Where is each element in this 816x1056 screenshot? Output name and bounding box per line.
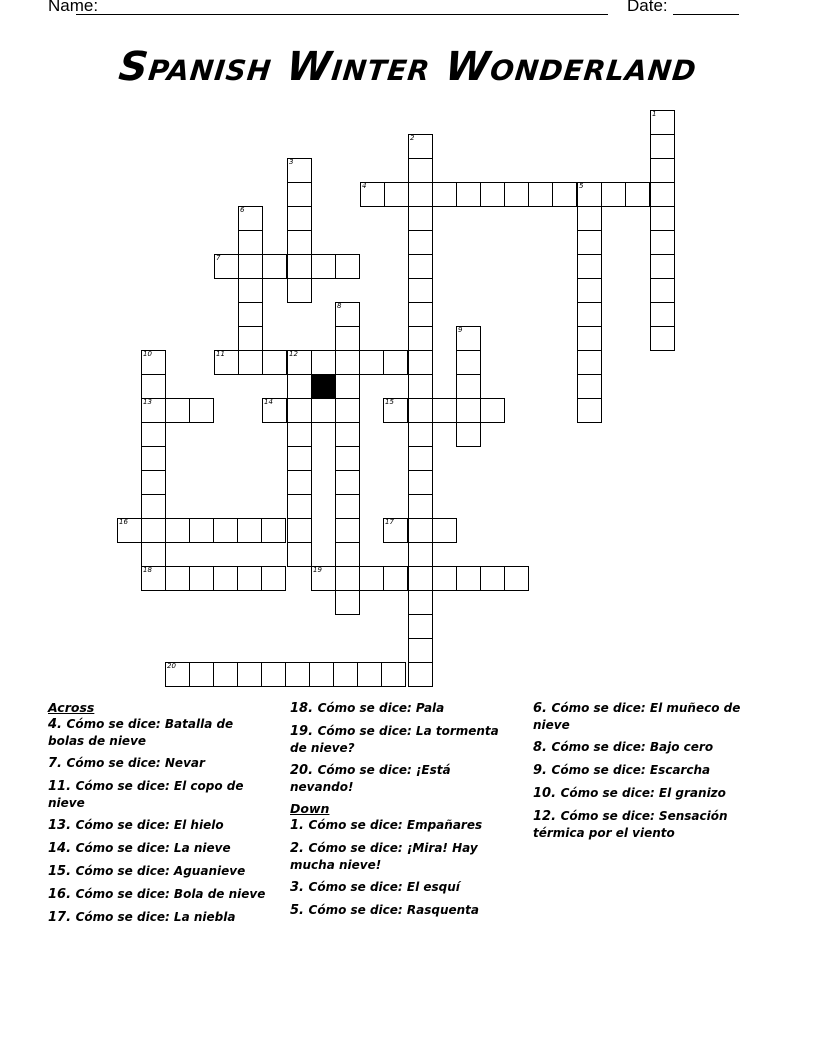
grid-cell[interactable] bbox=[381, 662, 406, 687]
grid-cell[interactable] bbox=[189, 398, 214, 423]
grid-cell[interactable] bbox=[577, 230, 602, 255]
across-clue-list bbox=[48, 716, 268, 926]
clue-text: Cómo se dice: Escarcha bbox=[551, 763, 711, 777]
grid-cell[interactable] bbox=[189, 518, 214, 543]
clue-number-label: 12. bbox=[533, 809, 561, 824]
down-clue bbox=[533, 762, 763, 779]
clue-number: 12 bbox=[289, 350, 298, 358]
clue-text: Cómo se dice: El granizo bbox=[560, 786, 726, 800]
clue-number: 19 bbox=[313, 566, 322, 574]
grid-cell[interactable] bbox=[287, 542, 312, 567]
grid-cell[interactable] bbox=[360, 182, 385, 207]
clue-number: 4 bbox=[362, 182, 367, 190]
grid-cell[interactable] bbox=[357, 662, 382, 687]
grid-cell[interactable] bbox=[237, 662, 262, 687]
grid-cell[interactable] bbox=[456, 326, 481, 351]
grid-cell[interactable] bbox=[165, 662, 190, 687]
grid-cell[interactable] bbox=[287, 446, 312, 471]
grid-cell[interactable] bbox=[287, 158, 312, 183]
grid-cell[interactable] bbox=[650, 326, 675, 351]
grid-cell[interactable] bbox=[650, 206, 675, 231]
across-clue bbox=[48, 909, 268, 926]
clue-number-label: 7. bbox=[48, 756, 67, 771]
grid-cell[interactable] bbox=[408, 374, 433, 399]
down-clue bbox=[533, 700, 763, 733]
grid-cell[interactable] bbox=[408, 158, 433, 183]
clue-number: 16 bbox=[119, 518, 128, 526]
grid-cell[interactable] bbox=[456, 182, 481, 207]
grid-cell[interactable] bbox=[238, 278, 263, 303]
across-clue bbox=[290, 762, 510, 795]
grid-cell[interactable] bbox=[432, 182, 457, 207]
across-clue bbox=[48, 778, 268, 811]
grid-cell[interactable] bbox=[408, 254, 433, 279]
grid-cell[interactable] bbox=[335, 518, 360, 543]
clue-text: Cómo se dice: Nevar bbox=[66, 756, 205, 770]
across-clue-list-continued bbox=[290, 700, 510, 795]
grid-cell[interactable] bbox=[456, 566, 481, 591]
grid-cell[interactable] bbox=[577, 398, 602, 423]
grid-cell[interactable] bbox=[141, 374, 166, 399]
grid-cell[interactable] bbox=[335, 350, 360, 375]
grid-cell[interactable] bbox=[214, 254, 239, 279]
grid-cell[interactable] bbox=[189, 662, 214, 687]
grid-cell[interactable] bbox=[261, 566, 286, 591]
grid-cell[interactable] bbox=[650, 134, 675, 159]
grid-cell[interactable] bbox=[408, 470, 433, 495]
grid-cell[interactable] bbox=[333, 662, 358, 687]
grid-cell[interactable] bbox=[408, 422, 433, 447]
name-label: Name: bbox=[48, 0, 99, 15]
down-clue-list bbox=[290, 817, 510, 919]
clue-column-2 bbox=[290, 700, 510, 925]
grid-cell[interactable] bbox=[577, 326, 602, 351]
grid-cell[interactable] bbox=[504, 182, 529, 207]
grid-cell[interactable] bbox=[262, 398, 287, 423]
grid-cell[interactable] bbox=[625, 182, 650, 207]
clue-number-label: 17. bbox=[48, 910, 76, 925]
clue-number: 14 bbox=[264, 398, 273, 406]
grid-cell[interactable] bbox=[238, 230, 263, 255]
grid-cell[interactable] bbox=[262, 254, 287, 279]
across-clue bbox=[290, 723, 510, 756]
grid-cell[interactable] bbox=[383, 350, 408, 375]
across-clue bbox=[48, 716, 268, 749]
grid-cell[interactable] bbox=[408, 662, 433, 687]
grid-cell[interactable] bbox=[141, 470, 166, 495]
grid-cell[interactable] bbox=[287, 470, 312, 495]
grid-cell[interactable] bbox=[408, 278, 433, 303]
grid-cell[interactable] bbox=[141, 446, 166, 471]
clue-column-3 bbox=[533, 700, 763, 847]
grid-cell[interactable] bbox=[577, 374, 602, 399]
grid-cell[interactable] bbox=[408, 566, 433, 591]
grid-cell[interactable] bbox=[408, 494, 433, 519]
across-clue bbox=[48, 863, 268, 880]
grid-cell[interactable] bbox=[311, 350, 336, 375]
grid-cell[interactable] bbox=[238, 350, 263, 375]
grid-cell[interactable] bbox=[238, 302, 263, 327]
grid-cell[interactable] bbox=[238, 326, 263, 351]
clue-number-label: 10. bbox=[533, 786, 561, 801]
grid-cell[interactable] bbox=[408, 614, 433, 639]
grid-cell[interactable] bbox=[432, 518, 457, 543]
grid-cell[interactable] bbox=[287, 374, 312, 399]
grid-cell[interactable] bbox=[335, 302, 360, 327]
clue-number: 17 bbox=[385, 518, 394, 526]
grid-cell[interactable] bbox=[287, 278, 312, 303]
grid-cell[interactable] bbox=[262, 350, 287, 375]
grid-cell[interactable] bbox=[601, 182, 626, 207]
grid-cell[interactable] bbox=[189, 566, 214, 591]
grid-cell[interactable] bbox=[165, 566, 190, 591]
grid-cell[interactable] bbox=[335, 566, 360, 591]
down-clue bbox=[290, 902, 510, 919]
clue-number: 6 bbox=[240, 206, 245, 214]
clue-number-label: 14. bbox=[48, 841, 76, 856]
clue-number-label: 20. bbox=[290, 763, 318, 778]
grid-cell[interactable] bbox=[650, 230, 675, 255]
clue-number-label: 3. bbox=[290, 880, 309, 895]
clue-number-label: 5. bbox=[290, 903, 309, 918]
clue-text: Cómo se dice: El muñeco de nieve bbox=[533, 701, 741, 732]
clue-text: Cómo se dice: ¡Está nevando! bbox=[290, 763, 451, 794]
down-clue bbox=[290, 879, 510, 896]
down-clue bbox=[533, 785, 763, 802]
clue-number: 3 bbox=[289, 158, 294, 166]
grid-cell[interactable] bbox=[335, 254, 360, 279]
grid-cell[interactable] bbox=[238, 206, 263, 231]
clue-number: 11 bbox=[216, 350, 225, 358]
clue-text: Cómo se dice: Rasquenta bbox=[308, 903, 480, 917]
grid-cell[interactable] bbox=[432, 398, 457, 423]
grid-cell[interactable] bbox=[650, 110, 675, 135]
clue-number-label: 6. bbox=[533, 701, 552, 716]
grid-cell[interactable] bbox=[384, 182, 409, 207]
clue-text: Cómo se dice: La nieve bbox=[75, 841, 231, 855]
grid-cell[interactable] bbox=[287, 518, 312, 543]
grid-cell[interactable] bbox=[408, 638, 433, 663]
grid-cell[interactable] bbox=[335, 326, 360, 351]
grid-cell[interactable] bbox=[528, 182, 553, 207]
grid-cell[interactable] bbox=[480, 398, 505, 423]
grid-cell[interactable] bbox=[335, 542, 360, 567]
grid-cell[interactable] bbox=[117, 518, 142, 543]
grid-cell[interactable] bbox=[577, 350, 602, 375]
grid-cell[interactable] bbox=[650, 278, 675, 303]
grid-cell[interactable] bbox=[335, 494, 360, 519]
grid-cell[interactable] bbox=[141, 398, 166, 423]
down-clue bbox=[290, 840, 510, 873]
grid-cell[interactable] bbox=[456, 398, 481, 423]
clue-number: 15 bbox=[385, 398, 394, 406]
clue-number: 8 bbox=[337, 302, 342, 310]
grid-cell[interactable] bbox=[408, 398, 433, 423]
grid-cell[interactable] bbox=[261, 518, 286, 543]
grid-cell[interactable] bbox=[335, 398, 360, 423]
grid-cell[interactable] bbox=[214, 350, 239, 375]
clue-number: 5 bbox=[579, 182, 584, 190]
grid-cell[interactable] bbox=[141, 422, 166, 447]
clue-text: Cómo se dice: Sensación térmica por el viento bbox=[533, 809, 728, 840]
grid-cell[interactable] bbox=[408, 302, 433, 327]
grid-cell[interactable] bbox=[408, 182, 433, 207]
grid-cell[interactable] bbox=[408, 134, 433, 159]
grid-cell[interactable] bbox=[309, 662, 334, 687]
grid-cell[interactable] bbox=[287, 398, 312, 423]
clue-number: 9 bbox=[458, 326, 463, 334]
clue-number-label: 19. bbox=[290, 724, 318, 739]
grid-cell[interactable] bbox=[141, 494, 166, 519]
grid-cell[interactable] bbox=[383, 518, 408, 543]
grid-cell[interactable] bbox=[408, 518, 433, 543]
clue-text: Cómo se dice: La tormenta de nieve? bbox=[290, 724, 499, 755]
grid-cell[interactable] bbox=[287, 182, 312, 207]
grid-cell[interactable] bbox=[261, 662, 286, 687]
grid-black-cell bbox=[311, 374, 336, 399]
grid-cell[interactable] bbox=[650, 302, 675, 327]
grid-cell[interactable] bbox=[165, 518, 190, 543]
clue-number-label: 2. bbox=[290, 841, 309, 856]
clue-text: Cómo se dice: La niebla bbox=[75, 910, 236, 924]
grid-cell[interactable] bbox=[165, 398, 190, 423]
clue-number-label: 9. bbox=[533, 763, 552, 778]
clue-column-1 bbox=[48, 700, 268, 932]
clue-number: 13 bbox=[143, 398, 152, 406]
grid-cell[interactable] bbox=[650, 182, 675, 207]
grid-cell[interactable] bbox=[577, 302, 602, 327]
down-clue bbox=[533, 808, 763, 841]
clue-number-label: 4. bbox=[48, 717, 67, 732]
grid-cell[interactable] bbox=[456, 350, 481, 375]
clue-text: Cómo se dice: ¡Mira! Hay mucha nieve! bbox=[290, 841, 478, 872]
grid-cell[interactable] bbox=[480, 566, 505, 591]
across-clue bbox=[48, 755, 268, 772]
grid-cell[interactable] bbox=[359, 350, 384, 375]
grid-cell[interactable] bbox=[141, 518, 166, 543]
grid-cell[interactable] bbox=[408, 542, 433, 567]
grid-cell[interactable] bbox=[335, 470, 360, 495]
clue-number-label: 1. bbox=[290, 818, 309, 833]
clue-number: 18 bbox=[143, 566, 152, 574]
clue-text: Cómo se dice: Aguanieve bbox=[75, 864, 246, 878]
grid-cell[interactable] bbox=[287, 494, 312, 519]
grid-cell[interactable] bbox=[456, 374, 481, 399]
clue-text: Cómo se dice: El hielo bbox=[75, 818, 224, 832]
clue-text: Cómo se dice: El copo de nieve bbox=[48, 779, 244, 810]
across-clue bbox=[48, 817, 268, 834]
grid-cell[interactable] bbox=[383, 398, 408, 423]
grid-cell[interactable] bbox=[480, 182, 505, 207]
down-clue-list-continued bbox=[533, 700, 763, 841]
grid-cell[interactable] bbox=[432, 566, 457, 591]
grid-cell[interactable] bbox=[213, 566, 238, 591]
grid-cell[interactable] bbox=[141, 542, 166, 567]
grid-cell[interactable] bbox=[141, 566, 166, 591]
grid-cell[interactable] bbox=[650, 254, 675, 279]
grid-cell[interactable] bbox=[237, 518, 262, 543]
grid-cell[interactable] bbox=[552, 182, 577, 207]
grid-cell[interactable] bbox=[456, 422, 481, 447]
grid-cell[interactable] bbox=[335, 590, 360, 615]
grid-cell[interactable] bbox=[408, 326, 433, 351]
clue-text: Cómo se dice: Empañares bbox=[308, 818, 483, 832]
across-clue bbox=[48, 886, 268, 903]
grid-cell[interactable] bbox=[287, 422, 312, 447]
grid-cell[interactable] bbox=[408, 446, 433, 471]
across-heading: Across bbox=[48, 700, 95, 715]
grid-cell[interactable] bbox=[237, 566, 262, 591]
clue-number-label: 13. bbox=[48, 818, 76, 833]
grid-cell[interactable] bbox=[650, 158, 675, 183]
grid-cell[interactable] bbox=[577, 206, 602, 231]
grid-cell[interactable] bbox=[504, 566, 529, 591]
grid-cell[interactable] bbox=[213, 662, 238, 687]
grid-cell[interactable] bbox=[287, 206, 312, 231]
clue-number: 20 bbox=[167, 662, 176, 670]
grid-cell[interactable] bbox=[285, 662, 310, 687]
down-heading: Down bbox=[290, 801, 330, 816]
page-title: Spanish Winter Wonderland bbox=[116, 44, 700, 90]
clue-text: Cómo se dice: El esquí bbox=[308, 880, 460, 894]
grid-cell[interactable] bbox=[287, 230, 312, 255]
across-clue bbox=[290, 700, 510, 717]
grid-cell[interactable] bbox=[383, 566, 408, 591]
clue-number-label: 15. bbox=[48, 864, 76, 879]
grid-cell[interactable] bbox=[311, 566, 336, 591]
grid-cell[interactable] bbox=[141, 350, 166, 375]
grid-cell[interactable] bbox=[335, 446, 360, 471]
clue-text: Cómo se dice: Bola de nieve bbox=[75, 887, 266, 901]
clue-number: 10 bbox=[143, 350, 152, 358]
grid-cell[interactable] bbox=[311, 254, 336, 279]
grid-cell[interactable] bbox=[577, 254, 602, 279]
clue-number-label: 18. bbox=[290, 701, 318, 716]
clue-number-label: 11. bbox=[48, 779, 76, 794]
grid-cell[interactable] bbox=[287, 350, 312, 375]
grid-cell[interactable] bbox=[408, 590, 433, 615]
down-clue bbox=[533, 739, 763, 756]
grid-cell[interactable] bbox=[577, 182, 602, 207]
clue-text: Cómo se dice: Bajo cero bbox=[551, 740, 714, 754]
clue-number: 7 bbox=[216, 254, 221, 262]
grid-cell[interactable] bbox=[213, 518, 238, 543]
grid-cell[interactable] bbox=[311, 398, 336, 423]
clue-text: Cómo se dice: Batalla de bolas de nieve bbox=[48, 717, 234, 748]
grid-cell[interactable] bbox=[408, 350, 433, 375]
clue-text: Cómo se dice: Pala bbox=[317, 701, 445, 715]
grid-cell[interactable] bbox=[287, 254, 312, 279]
grid-cell[interactable] bbox=[335, 374, 360, 399]
across-clue bbox=[48, 840, 268, 857]
clue-number-label: 8. bbox=[533, 740, 552, 755]
grid-cell[interactable] bbox=[408, 230, 433, 255]
grid-cell[interactable] bbox=[359, 566, 384, 591]
down-clue bbox=[290, 817, 510, 834]
clue-number-label: 16. bbox=[48, 887, 76, 902]
clue-number: 1 bbox=[652, 110, 657, 118]
grid-cell[interactable] bbox=[408, 206, 433, 231]
clue-number: 2 bbox=[410, 134, 415, 142]
grid-cell[interactable] bbox=[577, 278, 602, 303]
grid-cell[interactable] bbox=[238, 254, 263, 279]
grid-cell[interactable] bbox=[335, 422, 360, 447]
date-label: Date: bbox=[627, 0, 668, 15]
